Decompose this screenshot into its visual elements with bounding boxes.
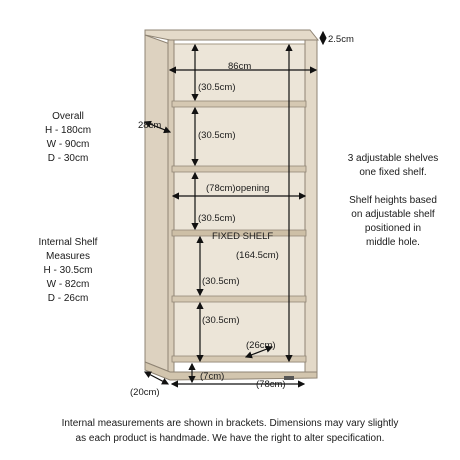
dim-fixed-shelf: FIXED SHELF	[212, 231, 274, 242]
footer-note	[0, 416, 460, 446]
internal-heading-1: Internal Shelf	[38, 237, 98, 248]
dim-inner-height: (164.5cm)	[236, 250, 279, 261]
internal-width: W - 82cm	[46, 279, 90, 290]
dim-base-width: (78cm)	[256, 379, 286, 390]
dim-plinth: (7cm)	[200, 371, 225, 382]
side-panel	[145, 35, 170, 372]
overall-heading: Overall	[52, 111, 84, 122]
dim-side-depth: 28cm	[138, 120, 162, 131]
internal-height: H - 30.5cm	[43, 265, 93, 276]
dim-shelf-3: (30.5cm)	[198, 213, 236, 224]
overall-height: H - 180cm	[44, 125, 92, 136]
note-heights-2: on adjustable shelf	[351, 209, 435, 220]
left-upright	[168, 40, 174, 372]
footer-line-2: as each product is handmade. We have the right to alter specification.	[75, 433, 385, 444]
footer-line-1: Internal measurements are shown in brackets. Dimensions may vary slightly	[61, 418, 399, 429]
overall-depth: D - 30cm	[47, 153, 89, 164]
right-upright	[305, 40, 317, 376]
note-heights-3: positioned in	[364, 223, 422, 234]
note-heights-4: middle hole.	[366, 237, 420, 248]
dim-outer-width: 86cm	[228, 61, 252, 72]
dim-shelf-1: (30.5cm)	[198, 82, 236, 93]
note-shelves-2: one fixed shelf.	[359, 167, 427, 178]
internal-heading-2: Measures	[46, 251, 90, 262]
top-panel	[145, 30, 318, 40]
overall-width: W - 90cm	[46, 139, 90, 150]
dim-shelf-4: (30.5cm)	[202, 276, 240, 287]
dim-opening: (78cm)opening	[206, 183, 270, 194]
dim-inner-depth: (26cm)	[246, 340, 276, 351]
dim-top-thickness: 2.5cm	[328, 34, 354, 45]
dim-shelf-5: (30.5cm)	[202, 315, 240, 326]
note-shelves-1: 3 adjustable shelves	[347, 153, 439, 164]
note-heights-1: Shelf heights based	[349, 195, 437, 206]
internal-depth: D - 26cm	[47, 293, 89, 304]
dim-base-depth: (20cm)	[130, 387, 160, 398]
dim-shelf-2: (30.5cm)	[198, 130, 236, 141]
